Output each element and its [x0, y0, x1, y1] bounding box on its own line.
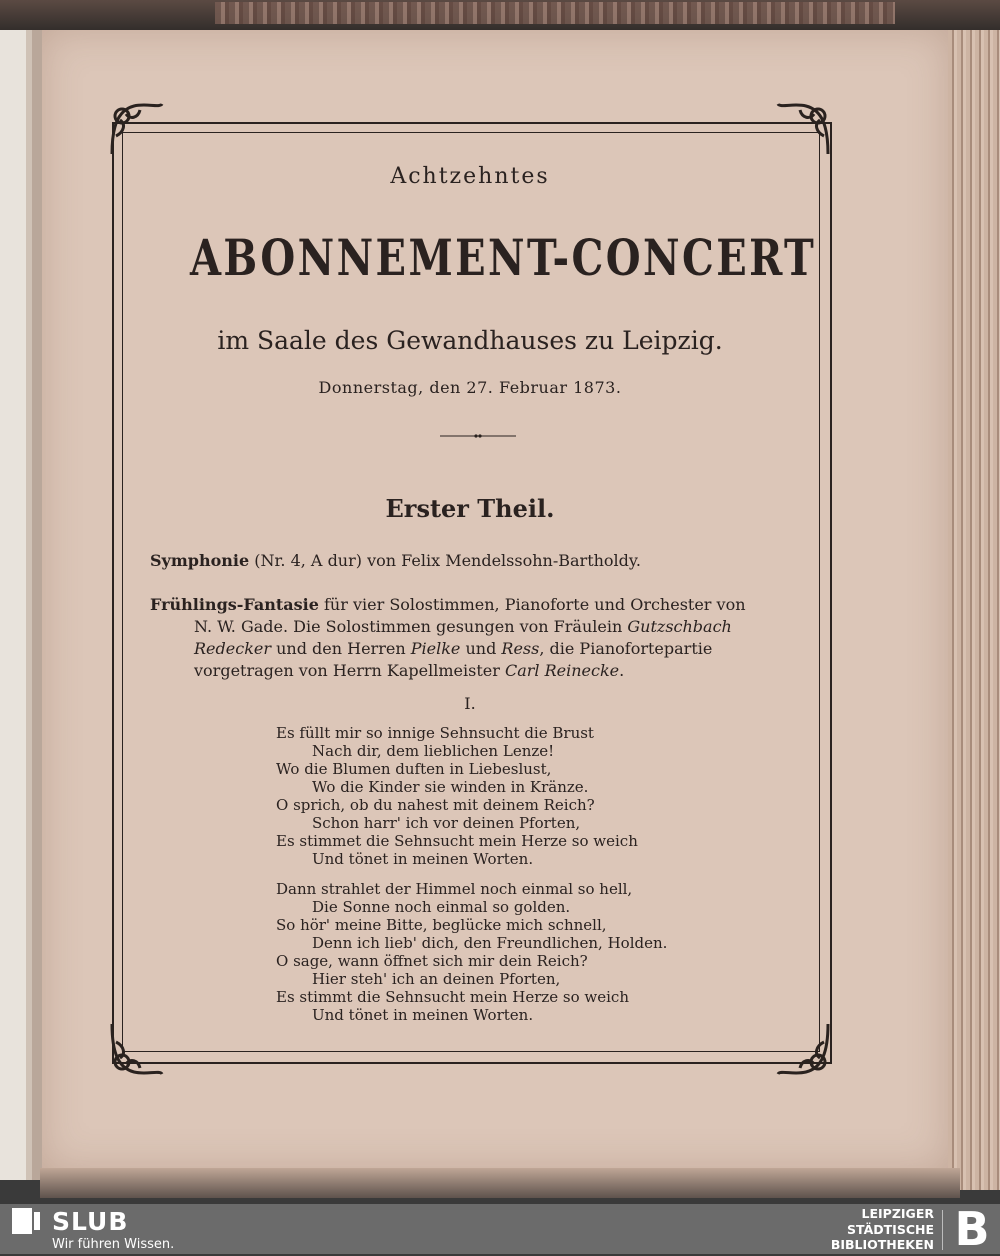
item-text: für vier Solostimmen, Pianoforte und Orchester von: [324, 595, 746, 614]
verse-line: Es stimmet die Sehnsucht mein Herze so weich: [276, 832, 638, 850]
verse-line: Und tönet in meinen Worten.: [312, 850, 534, 868]
slub-logo-icon[interactable]: [12, 1208, 40, 1234]
item-text: (Nr. 4, A dur) von Felix Mendelssohn-Bartholdy.: [254, 551, 641, 570]
verse-line: Hier steh' ich an deinen Pforten,: [312, 970, 561, 988]
performer-name: Ress: [501, 639, 540, 658]
performer-name: Pielke: [410, 639, 461, 658]
lsb-line: STÄDTISCHE: [847, 1221, 934, 1237]
item-label: Symphonie: [150, 551, 250, 570]
performer-name: Gutzschbach: [627, 617, 732, 636]
verse-line: Denn ich lieb' dich, den Freundlichen, Holden.: [312, 934, 668, 952]
verse-line: Es füllt mir so innige Sehnsucht die Brust: [276, 724, 594, 742]
lsb-line: LEIPZIGER: [861, 1206, 934, 1221]
performer-name: Redecker: [194, 639, 271, 658]
concert-date: Donnerstag, den 27. Februar 1873.: [318, 378, 622, 397]
verse-line: Die Sonne noch einmal so golden.: [312, 898, 571, 916]
item-text: und: [465, 639, 497, 658]
lsb-logo-text[interactable]: [780, 1206, 934, 1253]
item-text: , die Pianofortepartie: [539, 639, 713, 658]
divider-ornament-icon: [440, 434, 516, 438]
verse-line: Schon harr' ich vor deinen Pforten,: [312, 814, 581, 832]
slub-tagline: Wir führen Wissen.: [52, 1237, 175, 1252]
footer-separator: [942, 1210, 943, 1250]
verse-stanza-1: [276, 724, 638, 868]
item-text: .: [619, 661, 625, 680]
program-item-fruehlings-fantasie: [150, 594, 800, 682]
verse-line: Wo die Blumen duften in Liebeslust,: [276, 760, 552, 778]
verse-line: Und tönet in meinen Worten.: [312, 1006, 534, 1024]
verse-line: Nach dir, dem lieblichen Lenze!: [312, 742, 555, 760]
verse-line: O sprich, ob du nahest mit deinem Reich?: [276, 796, 595, 814]
venue-line: im Saale des Gewandhauses zu Leipzig.: [217, 326, 723, 355]
verse-stanza-2: [276, 880, 667, 1024]
program-item-symphonie: [150, 550, 800, 572]
verse-line: Es stimmt die Sehnsucht mein Herze so weich: [276, 988, 629, 1006]
verse-line: Wo die Kinder sie winden in Kränze.: [312, 778, 589, 796]
verse-line: So hör' meine Bitte, beglücke mich schnell,: [276, 916, 607, 934]
verse-line: O sage, wann öffnet sich mir dein Reich?: [276, 952, 588, 970]
verse-line: Dann strahlet der Himmel noch einmal so hell,: [276, 880, 633, 898]
item-text: vorgetragen von Herrn Kapellmeister: [194, 661, 500, 680]
lsb-logo-icon[interactable]: B: [954, 1202, 990, 1256]
item-text: und den Herren: [276, 639, 406, 658]
section-heading: Erster Theil.: [385, 494, 555, 523]
page-title: ABONNEMENT-CONCERT: [190, 228, 817, 287]
item-text: N. W. Gade. Die Solostimmen gesungen von Fräulein: [194, 617, 623, 636]
part-number: I.: [464, 694, 476, 713]
item-label: Frühlings-Fantasie: [150, 595, 319, 614]
performer-name: Carl Reinecke: [504, 661, 620, 680]
slub-logo-text[interactable]: SLUB: [52, 1207, 129, 1236]
lsb-line: BIBLIOTHEKEN: [830, 1237, 934, 1252]
title-line-1: Achtzehntes: [390, 164, 550, 189]
